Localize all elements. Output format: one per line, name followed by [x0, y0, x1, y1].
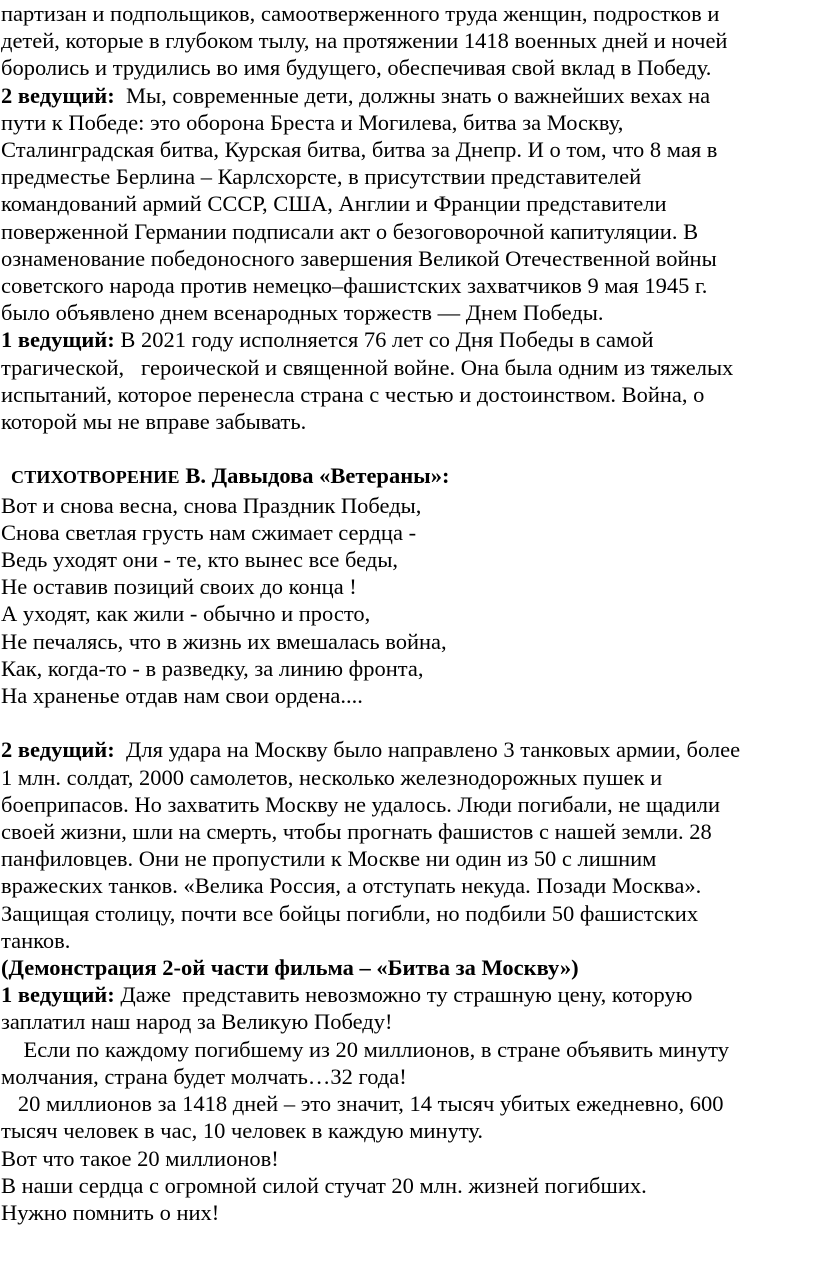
paragraph-first-line [1, 981, 816, 1008]
paragraph-line: Защищая столицу, почти все бойцы погибли, но подбили 50 фашистских [1, 900, 699, 926]
blank-line [1, 435, 816, 462]
intro-line: партизан и подпольщиков, самоотверженного труда женщин, подростков и [1, 1, 720, 26]
speaker-label: 2 ведущий: [1, 82, 115, 108]
paragraph-line: трагической, героической и священной войне. Она была одним из тяжелых [1, 354, 734, 380]
paragraph-line: панфиловцев. Они не пропустили к Москве ни один из 50 с лишним [1, 846, 657, 872]
paragraph-line: Если по каждому погибшему из 20 миллионов, в стране объявить минуту [1, 1036, 729, 1062]
paragraph-line: 20 миллионов за 1418 дней – это значит, 14 тысяч убитых ежедневно, 600 [1, 1091, 724, 1117]
intro-line: боролись и трудились во имя будущего, обеспечивая свой вклад в Победу. [1, 55, 712, 81]
poem-line: Снова светлая грусть нам сжимает сердца - [1, 519, 417, 545]
paragraph-line: вражеских танков. «Велика Россия, а отступать некуда. Позади Москва». [1, 873, 702, 899]
intro-line: детей, которые в глубоком тылу, на протяжении 1418 военных дней и ночей [1, 28, 728, 54]
paragraph-text: Мы, современные дети, должны знать о важнейших вехах на [114, 82, 711, 108]
paragraph-text: Для удара на Москву было направлено 3 танковых армии, более [114, 737, 741, 763]
paragraph-line: заплатил наш народ за Великую Победу! [1, 1009, 393, 1035]
paragraph-line: Вот что такое 20 миллионов! [1, 1145, 279, 1171]
paragraph-first-line [1, 326, 816, 353]
paragraph-line: советского народа против немецко–фашистских захватчиков 9 мая 1945 г. [1, 273, 708, 299]
paragraph-line: танков. [1, 927, 71, 953]
poem-line: Не оставив позиций своих до конца ! [1, 574, 357, 600]
speaker-label: 2 ведущий: [1, 737, 115, 763]
stage-direction: (Демонстрация 2-ой части фильма – «Битва за Москву») [1, 955, 579, 981]
poem-line: Вот и снова весна, снова Праздник Победы, [1, 492, 422, 518]
paragraph-line: ознаменование победоносного завершения Великой Отечественной войны [1, 245, 717, 271]
paragraph-line: испытаний, которое перенесла страна с честью и достоинством. Война, о [1, 381, 705, 407]
poem-line: Как, когда-то - в разведку, за линию фронта, [1, 655, 424, 681]
paragraph-line: предместье Берлина – Карлсхорсте, в присутствии представителей [1, 164, 642, 190]
poem-line: А уходят, как жили - обычно и просто, [1, 601, 371, 627]
paragraph-line: тысяч человек в час, 10 человек в каждую минуту. [1, 1118, 484, 1144]
paragraph-line: которой мы не вправе забывать. [1, 409, 307, 435]
speaker-label: 1 ведущий: [1, 982, 115, 1008]
paragraph-line: было объявлено днем всенародных торжеств — Днем Победы. [1, 300, 604, 326]
poem-heading-caps: СТИХОТВОРЕНИЕ [11, 467, 180, 488]
paragraph-first-line [1, 736, 816, 763]
paragraph-line: командований армий СССР, США, Англии и Франции представители [1, 191, 667, 217]
paragraph-line: своей жизни, шли на смерть, чтобы прогнать фашистов с нашей земли. 28 [1, 819, 712, 845]
paragraph-line: В наши сердца с огромной силой стучат 20 млн. жизней погибших. [1, 1172, 647, 1198]
paragraph-line: 1 млн. солдат, 2000 самолетов, несколько железнодорожных пушек и [1, 764, 663, 790]
paragraph-first-line [1, 82, 816, 109]
paragraph-text: В 2021 году исполняется 76 лет со Дня Победы в самой [114, 327, 654, 353]
paragraph-line: Сталинградская битва, Курская битва, битва за Днепр. И о том, что 8 мая в [1, 137, 718, 163]
poem-heading [1, 462, 816, 491]
poem-line: Ведь уходят они - те, кто вынес все беды, [1, 547, 399, 573]
blank-line [1, 709, 816, 736]
poem-line: На храненье отдав нам свои ордена.... [1, 683, 363, 709]
paragraph-line: боеприпасов. Но захватить Москву не удалось. Люди погибали, не щадили [1, 791, 721, 817]
paragraph-line: Нужно помнить о них! [1, 1199, 220, 1225]
paragraph-text: Даже представить невозможно ту страшную цену, которую [114, 982, 693, 1008]
poem-heading-rest: В. Давыдова «Ветераны»: [185, 463, 450, 489]
speaker-label: 1 ведущий: [1, 327, 115, 353]
paragraph-line: поверженной Германии подписали акт о безоговорочной капитуляции. В [1, 218, 699, 244]
poem-line: Не печалясь, что в жизнь их вмешалась война, [1, 628, 447, 654]
paragraph-line: молчания, страна будет молчать…32 года! [1, 1063, 407, 1089]
paragraph-line: пути к Победе: это оборона Бреста и Могилева, битва за Москву, [1, 109, 624, 135]
